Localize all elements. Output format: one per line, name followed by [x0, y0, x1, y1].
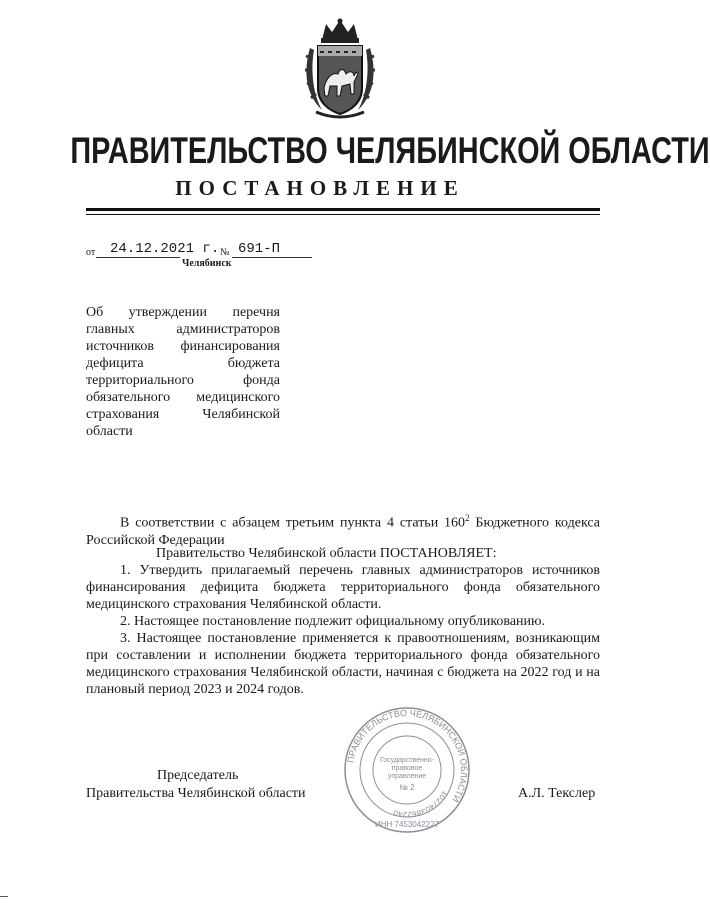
seal-center-line1: Государственно-	[379, 757, 435, 764]
signature-title: Председатель	[157, 768, 239, 783]
item-2-paragraph: 2. Настоящее постановление подлежит официальному опубликованию.	[120, 614, 545, 629]
header-rule-thin	[86, 214, 600, 215]
intro-superscript: 2	[465, 513, 470, 523]
intro-paragraph	[86, 510, 600, 549]
seal-center-number: № 2	[399, 783, 415, 792]
seal-inn-text: ИНН 7453042227	[374, 820, 440, 829]
government-title: ПРАВИТЕЛЬСТВО ЧЕЛЯБИНСКОЙ ОБЛАСТИ	[70, 130, 710, 171]
number-underline	[232, 257, 312, 258]
signature-organization: Правительства Челябинской области	[86, 786, 306, 801]
official-seal	[340, 706, 474, 834]
document-city: Челябинск	[182, 258, 232, 269]
document-date: 24.12.2021 г.	[110, 241, 220, 257]
header-rule-thick	[86, 208, 600, 211]
margin-mark	[0, 896, 8, 897]
signer-name: А.Л. Текслер	[518, 786, 596, 801]
date-prefix-label: от	[86, 247, 96, 258]
document-number: 691-П	[238, 241, 281, 257]
seal-outer-text: ПРАВИТЕЛЬСТВО ЧЕЛЯБИНСКОЙ ОБЛАСТИ	[345, 707, 470, 804]
date-underline	[96, 257, 180, 258]
resolves-paragraph: Правительство Челябинской области ПОСТАНОВЛЯЕТ:	[156, 546, 497, 561]
item-1-paragraph: 1. Утвердить прилагаемый перечень главных администраторов источников финансирования дефицита бюджета территориального фонда обязательного медицинского страхования Челябинской области.	[86, 563, 600, 612]
item-3-paragraph: 3. Настоящее постановление применяется к правоотношениям, возникающим при составлении и исполнении бюджета территориального фонда обязательного медицинского страхования Челябинской области, начиная с бюджета на 2022 год и на плановый период 2023 и 2024 годов.	[86, 631, 600, 697]
chelyabinsk-coat-of-arms-icon	[302, 18, 378, 120]
number-prefix-label: №	[220, 247, 230, 258]
seal-center-line2: правовое	[391, 765, 423, 772]
intro-text-before: В соответствии с абзацем третьим пункта 4 статьи 160	[120, 515, 466, 531]
intro-text-after: Бюджетного кодекса Российской Федерации	[86, 515, 600, 548]
document-subject: Об утверждении перечня главных администраторов источников финансирования дефицита бюджета территориального фонда обязательного медицинского страхования Челябинской области	[86, 305, 280, 439]
seal-center-line3: управление	[387, 773, 427, 780]
seal-ogrn-text: 1027403862240	[392, 789, 450, 820]
document-type-heading: ПОСТАНОВЛЕНИЕ	[175, 176, 465, 200]
